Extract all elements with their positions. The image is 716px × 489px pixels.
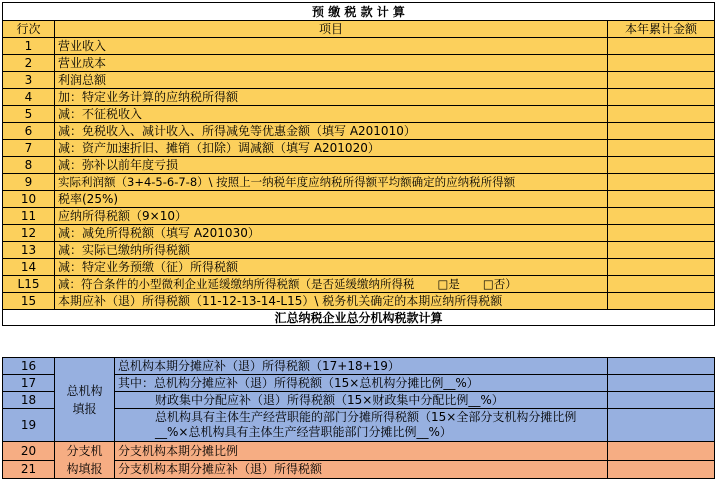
amount-cell[interactable] [608,409,715,442]
amount-cell[interactable] [608,106,715,123]
row-number: 10 [3,191,55,208]
row-label: 分支机构本期分摊应补（退）所得税额 [115,460,608,479]
amount-cell[interactable] [608,392,715,409]
table-row [3,293,715,310]
row-number: 18 [3,392,55,409]
amount-cell[interactable] [608,259,715,276]
amount-cell[interactable] [608,225,715,242]
tax-table [2,2,715,326]
table-row [3,157,715,174]
amount-cell[interactable] [608,72,715,89]
row-number: 8 [3,157,55,174]
row-label: 营业成本 [55,55,608,72]
grouped-section [2,357,714,479]
amount-cell[interactable] [608,55,715,72]
table-row [3,259,715,276]
row-label: 减：减免所得税额（填写 A201030） [55,225,608,242]
grouped-table [2,357,715,479]
row-label: 本期应补（退）所得税额（11-12-13-14-L15）\ 税务机关确定的本期应纳所得税额 [55,293,608,310]
table-row [3,208,715,225]
row-number: 12 [3,225,55,242]
header-annual-amount: 本年累计金额 [608,21,715,38]
amount-cell[interactable] [608,442,715,461]
row-label: 减：免税收入、减计收入、所得减免等优惠金额（填写 A201010） [55,123,608,140]
table-row [3,140,715,157]
table-title: 预 缴 税 款 计 算 [3,3,715,21]
row-label: 总机构本期分摊应补（退）所得税额（17+18+19） [115,358,608,375]
row-label: 减：弥补以前年度亏损 [55,157,608,174]
row-label: 实际利润额（3+4-5-6-7-8）\ 按照上一纳税年度应纳税所得额平均额确定的应纳税所得额 [55,174,608,191]
row-label: 营业收入 [55,38,608,55]
amount-cell[interactable] [608,375,715,392]
table-row [3,174,715,191]
row-label: 其中：总机构分摊应补（退）所得税额（15×总机构分摊比例__%） [115,375,608,392]
branch-group-label: 分支机构填报 [55,442,115,479]
amount-cell[interactable] [608,157,715,174]
row-label: 利润总额 [55,72,608,89]
row-number: 5 [3,106,55,123]
row-number: L15 [3,276,55,293]
amount-cell[interactable] [608,276,715,293]
row-label: 减：不征税收入 [55,106,608,123]
row-number: 7 [3,140,55,157]
amount-cell[interactable] [608,140,715,157]
amount-cell[interactable] [608,89,715,106]
amount-cell[interactable] [608,38,715,55]
row-label: 减：特定业务预缴（征）所得税额 [55,259,608,276]
table-row [3,106,715,123]
row-label: 应纳所得税额（9×10） [55,208,608,225]
row-label: 减：实际已缴纳所得税额 [55,242,608,259]
header-item: 项目 [55,21,608,38]
row-number: 16 [3,358,55,375]
hq-group-label: 总机构填报 [55,358,115,442]
row-number: 19 [3,409,55,442]
table-row [3,72,715,89]
row-label: 财政集中分配应补（退）所得税额（15×财政集中分配比例__%） [115,392,608,409]
tax-prepayment-sheet [2,2,714,326]
row-number: 6 [3,123,55,140]
row-label: 加：特定业务计算的应纳税所得额 [55,89,608,106]
row-label: 总机构具有主体生产经营职能的部门分摊所得税额（15×全部分支机构分摊比例__%×总机构具有主体生产经营职能部门分摊比例__%） [115,409,608,442]
row-number: 2 [3,55,55,72]
section-title-consolidated: 汇总纳税企业总分机构税款计算 [3,310,715,326]
table-row [3,89,715,106]
table-row [3,55,715,72]
table-row [3,123,715,140]
table-row [3,225,715,242]
row-number: 20 [3,442,55,461]
row-number: 3 [3,72,55,89]
amount-cell[interactable] [608,242,715,259]
row-number: 13 [3,242,55,259]
row-number: 21 [3,460,55,479]
row-number: 11 [3,208,55,225]
amount-cell[interactable] [608,358,715,375]
amount-cell[interactable] [608,191,715,208]
row-number: 4 [3,89,55,106]
row-label: 减：符合条件的小型微利企业延缓缴纳所得税额（是否延缓缴纳所得税 □是 □否） [55,276,608,293]
row-label: 减：资产加速折旧、摊销（扣除）调减额（填写 A201020） [55,140,608,157]
row-number: 17 [3,375,55,392]
table-row [3,358,715,375]
amount-cell[interactable] [608,293,715,310]
table-row [3,191,715,208]
amount-cell[interactable] [608,208,715,225]
header-row-number: 行次 [3,21,55,38]
row-number: 14 [3,259,55,276]
table-row [3,38,715,55]
table-row [3,276,715,293]
row-number: 15 [3,293,55,310]
row-number: 9 [3,174,55,191]
table-row [3,242,715,259]
row-number: 1 [3,38,55,55]
row-label: 分支机构本期分摊比例 [115,442,608,461]
row-label: 税率(25%) [55,191,608,208]
table-row [3,442,715,461]
amount-cell[interactable] [608,123,715,140]
amount-cell[interactable] [608,174,715,191]
amount-cell[interactable] [608,460,715,479]
